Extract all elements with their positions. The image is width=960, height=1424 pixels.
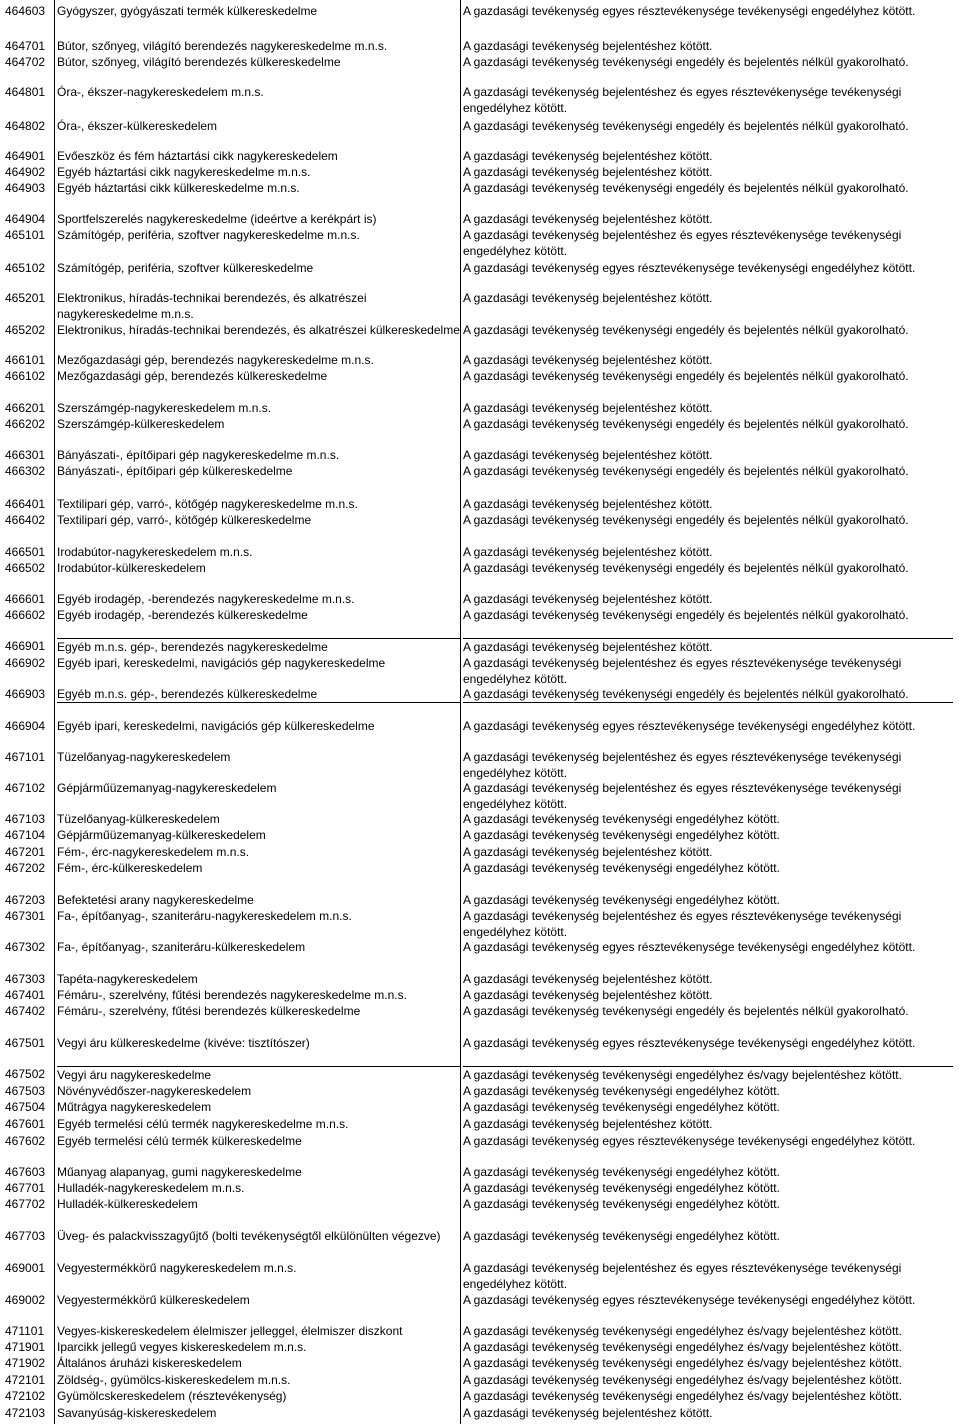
teaor-code: 467102: [5, 781, 46, 795]
regulation-text: A gazdasági tevékenység tevékenységi engedélyhez kötött.: [463, 1197, 780, 1211]
activity-name: Zöldség-, gyümölcs-kiskereskedelem m.n.s.: [57, 1373, 291, 1387]
teaor-code: 467504: [5, 1100, 46, 1114]
regulation-text: A gazdasági tevékenység tevékenységi engedélyhez és/vagy bejelentéshez kötött.: [463, 1356, 902, 1370]
teaor-code: 464903: [5, 181, 46, 195]
activity-name: Sportfelszerelés nagykereskedelme (ideértve a kerékpárt is): [57, 212, 377, 226]
activity-name: Befektetési arany nagykereskedelme: [57, 893, 254, 907]
regulation-text: A gazdasági tevékenység tevékenységi engedély és bejelentés nélkül gyakorolható.: [463, 181, 909, 195]
activity-name: Műtrágya nagykereskedelem: [57, 1100, 212, 1114]
teaor-code: 466202: [5, 417, 46, 431]
activity-name: Egyéb ipari, kereskedelmi, navigációs gép külkereskedelme: [57, 719, 375, 733]
teaor-code: 464603: [5, 4, 46, 18]
activity-name: Gyógyszer, gyógyászati termék külkereskedelme: [57, 4, 318, 18]
activity-name: Mezőgazdasági gép, berendezés nagykereskedelme m.n.s.: [57, 353, 374, 367]
activity-name: Vegyestermékkörű nagykereskedelem m.n.s.: [57, 1261, 297, 1275]
regulation-text: A gazdasági tevékenység bejelentéshez kötött.: [463, 988, 713, 1002]
regulation-text: A gazdasági tevékenység tevékenységi engedély és bejelentés nélkül gyakorolható.: [463, 417, 909, 431]
teaor-code: 467302: [5, 940, 46, 954]
regulation-text: A gazdasági tevékenység egyes résztevékenysége tevékenységi engedélyhez kötött.: [463, 1293, 916, 1307]
activity-name: Óra-, ékszer-nagykereskedelem m.n.s.: [57, 85, 264, 99]
regulation-text: A gazdasági tevékenység tevékenységi engedély és bejelentés nélkül gyakorolható.: [463, 119, 909, 133]
regulation-text: A gazdasági tevékenység tevékenységi engedélyhez kötött.: [463, 828, 780, 842]
activity-name: Vegyi áru nagykereskedelme: [57, 1066, 460, 1083]
regulation-text: A gazdasági tevékenység tevékenységi engedélyhez kötött.: [463, 812, 780, 826]
regulation-text: A gazdasági tevékenység tevékenységi engedélyhez és/vagy bejelentéshez kötött.: [463, 1373, 902, 1387]
regulation-text: A gazdasági tevékenység egyes résztevékenysége tevékenységi engedélyhez kötött.: [463, 261, 916, 275]
teaor-code: 467303: [5, 972, 46, 986]
activity-name: Fa-, építőanyag-, szaniteráru-nagykereskedelem m.n.s.: [57, 909, 352, 923]
regulation-text: A gazdasági tevékenység tevékenységi engedélyhez és/vagy bejelentéshez kötött.: [463, 1340, 902, 1354]
teaor-code: 472101: [5, 1373, 46, 1387]
teaor-code: 466601: [5, 592, 46, 606]
activity-name: Egyéb irodagép, -berendezés külkereskedelme: [57, 608, 308, 622]
activity-name: Bányászati-, építőipari gép külkereskedelme: [57, 464, 293, 478]
activity-name: Szerszámgép-nagykereskedelem m.n.s.: [57, 401, 272, 415]
activity-name: Evőeszköz és fém háztartási cikk nagykereskedelem: [57, 149, 338, 163]
activity-name: Mezőgazdasági gép, berendezés külkereskedelme: [57, 369, 328, 383]
teaor-code: 467104: [5, 828, 46, 842]
activity-name: Általános áruházi kiskereskedelem: [57, 1356, 242, 1370]
teaor-code: 466401: [5, 497, 46, 511]
regulation-text: A gazdasági tevékenység bejelentéshez kötött.: [463, 1406, 713, 1420]
activity-name: Egyéb irodagép, -berendezés nagykereskedelme m.n.s.: [57, 592, 355, 606]
regulation-text: A gazdasági tevékenység bejelentéshez kötött.: [463, 39, 713, 53]
activity-name: Hulladék-külkereskedelem: [57, 1197, 198, 1211]
activity-name: Egyéb háztartási cikk nagykereskedelme m.n.s.: [57, 165, 311, 179]
teaor-code: 466302: [5, 464, 46, 478]
teaor-code: 466902: [5, 656, 46, 670]
regulation-text: A gazdasági tevékenység egyes résztevékenysége tevékenységi engedélyhez kötött.: [463, 1036, 916, 1050]
regulation-text: A gazdasági tevékenység tevékenységi engedély és bejelentés nélkül gyakorolható.: [463, 55, 909, 69]
regulation-text: A gazdasági tevékenység egyes résztevékenysége tevékenységi engedélyhez kötött.: [463, 4, 916, 18]
regulation-text: A gazdasági tevékenység bejelentéshez és egyes résztevékenysége tevékenységi engedélyhez kötött.: [463, 1261, 902, 1292]
regulation-text: A gazdasági tevékenység tevékenységi engedélyhez és/vagy bejelentéshez kötött.: [463, 1389, 902, 1403]
activity-name: Növényvédőszer-nagykereskedelem: [57, 1084, 252, 1098]
regulation-text: A gazdasági tevékenység tevékenységi engedély és bejelentés nélkül gyakorolható.: [463, 513, 909, 527]
teaor-code: 464701: [5, 39, 46, 53]
regulation-text: A gazdasági tevékenység tevékenységi engedélyhez kötött.: [463, 1181, 780, 1195]
teaor-code: 466602: [5, 608, 46, 622]
teaor-code: 467301: [5, 909, 46, 923]
activity-name: Szerszámgép-külkereskedelem: [57, 417, 225, 431]
activity-name: Gépjárműüzemanyag-külkereskedelem: [57, 828, 266, 842]
regulation-text: A gazdasági tevékenység egyes résztevékenysége tevékenységi engedélyhez kötött.: [463, 940, 916, 954]
teaor-code: 464802: [5, 119, 46, 133]
activity-name: Gépjárműüzemanyag-nagykereskedelem: [57, 781, 277, 795]
teaor-code: 467703: [5, 1229, 46, 1243]
teaor-code: 469002: [5, 1293, 46, 1307]
teaor-code: 467201: [5, 845, 46, 859]
teaor-code: 466102: [5, 369, 46, 383]
teaor-code: 467101: [5, 750, 46, 764]
column-divider: [54, 0, 55, 1424]
activity-name: Bányászati-, építőipari gép nagykereskedelme m.n.s.: [57, 448, 340, 462]
teaor-code: 467502: [5, 1067, 46, 1081]
teaor-code: 467401: [5, 988, 46, 1002]
activity-name: Fémáru-, szerelvény, fűtési berendezés külkereskedelme: [57, 1004, 361, 1018]
regulation-text: A gazdasági tevékenység bejelentéshez kötött.: [463, 638, 953, 655]
teaor-code: 467701: [5, 1181, 46, 1195]
activity-name: Egyéb m.n.s. gép-, berendezés nagykereskedelme: [57, 638, 460, 655]
activity-name: Bútor, szőnyeg, világító berendezés külkereskedelme: [57, 55, 341, 69]
column-divider: [460, 0, 461, 1424]
teaor-code: 466904: [5, 719, 46, 733]
teaor-code: 472102: [5, 1389, 46, 1403]
teaor-code: 464801: [5, 85, 46, 99]
teaor-code: 471902: [5, 1356, 46, 1370]
activity-name: Egyéb háztartási cikk külkereskedelme m.n.s.: [57, 181, 300, 195]
teaor-code: 466101: [5, 353, 46, 367]
regulation-text: A gazdasági tevékenység tevékenységi engedélyhez kötött.: [463, 1165, 780, 1179]
teaor-code: 464702: [5, 55, 46, 69]
activity-name: Számítógép, periféria, szoftver nagykereskedelme m.n.s.: [57, 228, 360, 242]
teaor-code: 466201: [5, 401, 46, 415]
regulation-text: A gazdasági tevékenység tevékenységi engedélyhez kötött.: [463, 1084, 780, 1098]
regulation-text: A gazdasági tevékenység bejelentéshez kötött.: [463, 1117, 713, 1131]
teaor-code: 469001: [5, 1261, 46, 1275]
teaor-code: 467402: [5, 1004, 46, 1018]
activity-name: Üveg- és palackvisszagyűjtő (bolti tevékenységtől elkülönülten végezve): [57, 1229, 441, 1243]
teaor-code: 467603: [5, 1165, 46, 1179]
regulation-text: A gazdasági tevékenység bejelentéshez és egyes résztevékenysége tevékenységi engedélyhez kötött.: [463, 85, 902, 116]
activity-name: Textilipari gép, varró-, kötőgép külkereskedelme: [57, 513, 312, 527]
regulation-text: A gazdasági tevékenység egyes résztevékenysége tevékenységi engedélyhez kötött.: [463, 719, 916, 733]
teaor-code: 467202: [5, 861, 46, 875]
activity-name: Tüzelőanyag-nagykereskedelem: [57, 750, 231, 764]
teaor-code: 464904: [5, 212, 46, 226]
regulation-text: A gazdasági tevékenység tevékenységi engedélyhez és/vagy bejelentéshez kötött.: [463, 1324, 902, 1338]
activity-name: Vegyestermékkörű külkereskedelem: [57, 1293, 250, 1307]
regulation-text: A gazdasági tevékenység bejelentéshez kötött.: [463, 212, 713, 226]
regulation-text: A gazdasági tevékenység tevékenységi engedély és bejelentés nélkül gyakorolható.: [463, 464, 909, 478]
teaor-code: 465101: [5, 228, 46, 242]
activity-name: Óra-, ékszer-külkereskedelem: [57, 119, 218, 133]
regulation-text: A gazdasági tevékenység bejelentéshez és egyes résztevékenysége tevékenységi engedélyhez kötött.: [463, 909, 902, 940]
activity-name: Gyümölcskereskedelem (résztevékenység): [57, 1389, 287, 1403]
activity-name: Iparcikk jellegű vegyes kiskereskedelem m.n.s.: [57, 1340, 307, 1354]
activity-name: Fémáru-, szerelvény, fűtési berendezés nagykereskedelme m.n.s.: [57, 988, 407, 1002]
activity-name: Vegyi áru külkereskedelme (kivéve: tisztítószer): [57, 1036, 310, 1050]
regulation-text: A gazdasági tevékenység bejelentéshez kötött.: [463, 291, 713, 305]
activity-name: Vegyes-kiskereskedelem élelmiszer jelleggel, élelmiszer diszkont: [57, 1324, 403, 1338]
teaor-code: 466502: [5, 561, 46, 575]
activity-name: Savanyúság-kiskereskedelem: [57, 1406, 217, 1420]
teaor-code: 465202: [5, 323, 46, 337]
activity-name: Egyéb termelési célú termék külkereskedelme: [57, 1134, 302, 1148]
regulation-text: A gazdasági tevékenység tevékenységi engedély és bejelentés nélkül gyakorolható.: [463, 1004, 909, 1018]
teaor-code: 466402: [5, 513, 46, 527]
teaor-code: 467203: [5, 893, 46, 907]
teaor-code: 471901: [5, 1340, 46, 1354]
activity-name: Irodabútor-külkereskedelem: [57, 561, 206, 575]
teaor-code: 467601: [5, 1117, 46, 1131]
activity-name: Egyéb termelési célú termék nagykereskedelme m.n.s.: [57, 1117, 349, 1131]
regulation-text: A gazdasági tevékenység bejelentéshez kötött.: [463, 401, 713, 415]
regulation-text: A gazdasági tevékenység tevékenységi engedély és bejelentés nélkül gyakorolható.: [463, 608, 909, 622]
regulation-text: A gazdasági tevékenység bejelentéshez kötött.: [463, 149, 713, 163]
activity-name: Irodabútor-nagykereskedelem m.n.s.: [57, 545, 253, 559]
activity-name: Elektronikus, híradás-technikai berendezés, és alkatrészei nagykereskedelme m.n.s.: [57, 291, 367, 322]
teaor-code: 464901: [5, 149, 46, 163]
regulation-text: A gazdasági tevékenység bejelentéshez kötött.: [463, 497, 713, 511]
activity-name: Egyéb m.n.s. gép-, berendezés külkereskedelme: [57, 686, 460, 703]
activity-name: Hulladék-nagykereskedelem m.n.s.: [57, 1181, 245, 1195]
activity-name: Számítógép, periféria, szoftver külkereskedelme: [57, 261, 314, 275]
regulation-text: A gazdasági tevékenység bejelentéshez kötött.: [463, 845, 713, 859]
regulation-text: A gazdasági tevékenység tevékenységi engedélyhez kötött.: [463, 1100, 780, 1114]
regulation-text: A gazdasági tevékenység tevékenységi engedély és bejelentés nélkül gyakorolható.: [463, 369, 909, 383]
teaor-code: 471101: [5, 1324, 45, 1338]
regulation-text: A gazdasági tevékenység bejelentéshez kötött.: [463, 448, 713, 462]
activity-name: Bútor, szőnyeg, világító berendezés nagykereskedelme m.n.s.: [57, 39, 388, 53]
regulation-text: A gazdasági tevékenység bejelentéshez kötött.: [463, 165, 713, 179]
regulation-text: A gazdasági tevékenység egyes résztevékenysége tevékenységi engedélyhez kötött.: [463, 1134, 916, 1148]
regulation-text: A gazdasági tevékenység tevékenységi engedély és bejelentés nélkül gyakorolható.: [463, 561, 909, 575]
regulation-text: A gazdasági tevékenység tevékenységi engedély és bejelentés nélkül gyakorolható.: [463, 323, 909, 337]
teaor-code: 472103: [5, 1406, 46, 1420]
teaor-code: 467702: [5, 1197, 46, 1211]
teaor-code: 467503: [5, 1084, 46, 1098]
teaor-code: 466903: [5, 687, 46, 701]
regulation-text: A gazdasági tevékenység bejelentéshez és egyes résztevékenysége tevékenységi engedélyhez kötött.: [463, 750, 902, 781]
activity-name: Műanyag alapanyag, gumi nagykereskedelme: [57, 1165, 302, 1179]
regulation-text: A gazdasági tevékenység bejelentéshez kötött.: [463, 545, 713, 559]
regulation-text: A gazdasági tevékenység bejelentéshez kötött.: [463, 972, 713, 986]
activity-name: Elektronikus, híradás-technikai berendezés, és alkatrészei külkereskedelme: [57, 323, 460, 337]
teaor-code: 464902: [5, 165, 46, 179]
regulation-text: A gazdasági tevékenység bejelentéshez kötött.: [463, 592, 713, 606]
teaor-code: 466901: [5, 639, 46, 653]
teaor-code: 465102: [5, 261, 46, 275]
regulation-text: A gazdasági tevékenység tevékenységi engedélyhez kötött.: [463, 893, 780, 907]
activity-name: Tüzelőanyag-külkereskedelem: [57, 812, 220, 826]
activity-name: Egyéb ipari, kereskedelmi, navigációs gép nagykereskedelme: [57, 656, 386, 670]
regulation-text: A gazdasági tevékenység bejelentéshez és egyes résztevékenysége tevékenységi engedélyhez kötött.: [463, 781, 902, 812]
regulation-text: A gazdasági tevékenység tevékenységi engedélyhez kötött.: [463, 1229, 780, 1243]
regulation-text: A gazdasági tevékenység bejelentéshez és egyes résztevékenysége tevékenységi engedélyhez kötött.: [463, 228, 902, 259]
activity-name: Fém-, érc-nagykereskedelem m.n.s.: [57, 845, 250, 859]
teaor-code: 467602: [5, 1134, 46, 1148]
regulation-text: A gazdasági tevékenység bejelentéshez és egyes résztevékenysége tevékenységi engedélyhez kötött.: [463, 656, 902, 687]
regulation-text: A gazdasági tevékenység bejelentéshez kötött.: [463, 353, 713, 367]
activity-name: Fa-, építőanyag-, szaniteráru-külkereskedelem: [57, 940, 306, 954]
teaor-code: 467103: [5, 812, 46, 826]
regulation-text: A gazdasági tevékenység tevékenységi engedélyhez kötött.: [463, 861, 780, 875]
regulation-text: A gazdasági tevékenység tevékenységi engedélyhez és/vagy bejelentéshez kötött.: [463, 1066, 953, 1083]
teaor-code: 467501: [5, 1036, 46, 1050]
regulation-text: A gazdasági tevékenység tevékenységi engedély és bejelentés nélkül gyakorolható.: [463, 686, 953, 703]
teaor-code: 465201: [5, 291, 46, 305]
activity-name: Textilipari gép, varró-, kötőgép nagykereskedelme m.n.s.: [57, 497, 358, 511]
activity-name: Tapéta-nagykereskedelem: [57, 972, 198, 986]
teaor-code: 466501: [5, 545, 46, 559]
activity-name: Fém-, érc-külkereskedelem: [57, 861, 203, 875]
teaor-code: 466301: [5, 448, 46, 462]
